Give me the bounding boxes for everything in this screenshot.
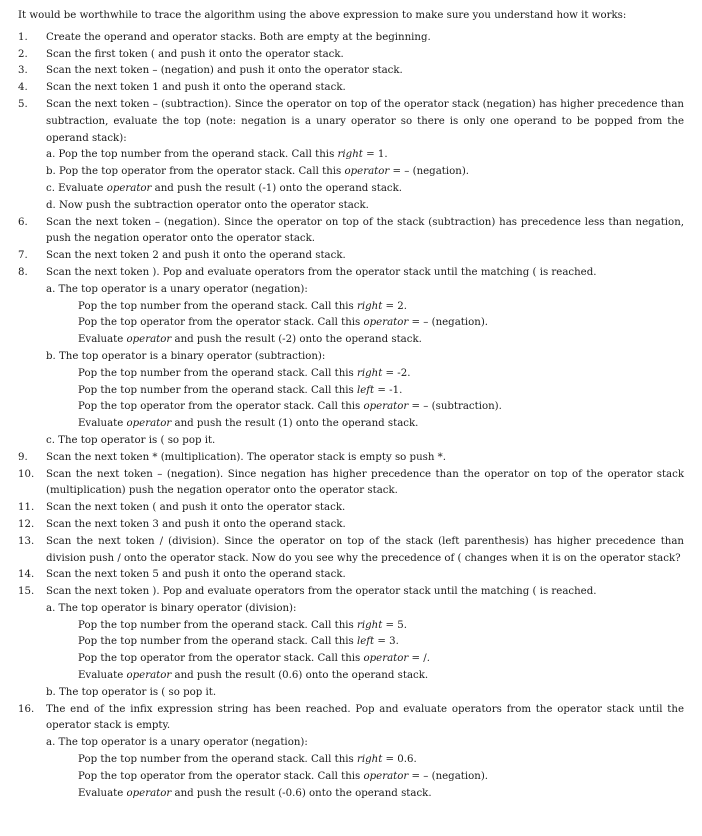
step-text: Scan the next token – (subtraction). Since the operator on top of the operator stack (negation) has higher precedence than subtraction, evaluate the top (note: negation is a unary operator so there is only one operand to be popped from the operand stack):	[46, 98, 684, 144]
step-text: Scan the first token ( and push it onto the operator stack.	[46, 48, 344, 60]
step-text: Scan the next token * (multiplication). The operator stack is empty so push *.	[46, 451, 446, 463]
step-number: 2.	[18, 48, 28, 60]
step-8	[18, 265, 684, 282]
step-16-a2: Pop the top operator from the operator stack. Call this operator = – (negation).	[78, 770, 489, 782]
step-text: Scan the next token – (negation). Since negation has higher precedence than the operator on top of the operator stack (multiplication) push the negation operator onto the operator stack.	[46, 468, 684, 497]
step-text: Scan the next token 2 and push it onto the operand stack.	[46, 250, 346, 262]
step-15-a: a. The top operator is binary operator (division):	[46, 602, 297, 614]
step-number: 16.	[18, 703, 35, 715]
step-number: 11.	[18, 502, 35, 514]
step-text: Scan the next token / (division). Since the operator on top of the stack (left parenthesis) has higher precedence than division push / onto the operator stack. Now do you see why the precedence of ( changes when it is on the operator stack?	[46, 535, 684, 564]
step-number: 7.	[18, 250, 28, 262]
step-8-a3: Evaluate operator and push the result (-2) onto the operand stack.	[78, 334, 422, 346]
intro-paragraph: It would be worthwhile to trace the algorithm using the above expression to make sure you understand how it works:	[18, 10, 627, 21]
step-14	[18, 567, 684, 584]
step-number: 14.	[18, 569, 35, 581]
step-5-a: a. Pop the top number from the operand stack. Call this right = 1.	[46, 149, 388, 161]
step-6	[18, 215, 684, 249]
step-number: 8.	[18, 266, 28, 278]
step-15-a4: Evaluate operator and push the result (0.6) onto the operand stack.	[78, 670, 429, 682]
step-text: The end of the infix expression string has been reached. Pop and evaluate operators from the operator stack until the operator stack is empty.	[46, 703, 684, 732]
step-5-b: b. Pop the top operator from the operator stack. Call this operator = – (negation).	[46, 166, 470, 178]
step-text: Create the operand and operator stacks. Both are empty at the beginning.	[46, 31, 431, 43]
step-8-b3: Pop the top operator from the operator stack. Call this operator = – (subtraction).	[78, 401, 502, 413]
step-15-b: b. The top operator is ( so pop it.	[46, 686, 217, 698]
step-number: 5.	[18, 98, 28, 110]
step-11	[18, 500, 684, 517]
step-16-a: a. The top operator is a unary operator (negation):	[46, 737, 308, 749]
step-8-b: b. The top operator is a binary operator (subtraction):	[46, 350, 326, 362]
step-text: Scan the next token – (negation) and push it onto the operator stack.	[46, 65, 403, 77]
step-number: 3.	[18, 65, 28, 77]
step-9	[18, 450, 684, 467]
step-15-a3: Pop the top operator from the operator stack. Call this operator = /.	[78, 653, 430, 665]
step-text: Scan the next token 5 and push it onto the operand stack.	[46, 569, 346, 581]
step-16-a3: Evaluate operator and push the result (-0.6) onto the operand stack.	[78, 787, 432, 799]
step-8-a2: Pop the top operator from the operator stack. Call this operator = – (negation).	[78, 317, 489, 329]
step-number: 10.	[18, 468, 35, 480]
step-number: 1.	[18, 31, 28, 43]
step-number: 6.	[18, 216, 28, 228]
step-3	[18, 63, 684, 80]
step-7	[18, 248, 684, 265]
step-text: Scan the next token 3 and push it onto the operand stack.	[46, 518, 346, 530]
step-13	[18, 534, 684, 568]
step-number: 4.	[18, 82, 28, 94]
step-15	[18, 584, 684, 601]
step-1	[18, 30, 684, 47]
step-text: Scan the next token ). Pop and evaluate operators from the operator stack until the matching ( is reached.	[46, 266, 597, 278]
step-8-b1: Pop the top number from the operand stack. Call this right = -2.	[78, 367, 411, 379]
step-8-a: a. The top operator is a unary operator (negation):	[46, 283, 308, 295]
step-8-b2: Pop the top number from the operand stack. Call this left = -1.	[78, 384, 403, 396]
step-5	[18, 97, 684, 147]
step-text: Scan the next token 1 and push it onto the operand stack.	[46, 82, 346, 94]
step-number: 12.	[18, 518, 35, 530]
step-5-d: d. Now push the subtraction operator onto the operator stack.	[46, 199, 369, 211]
step-text: Scan the next token – (negation). Since the operator on top of the stack (subtraction) has precedence less than negation, push the negation operator onto the operator stack.	[46, 216, 684, 245]
step-4	[18, 80, 684, 97]
step-15-a2: Pop the top number from the operand stack. Call this left = 3.	[78, 636, 399, 648]
step-5-c: c. Evaluate operator and push the result (-1) onto the operand stack.	[46, 182, 403, 194]
step-2	[18, 47, 684, 64]
step-16	[18, 702, 684, 736]
step-number: 15.	[18, 586, 35, 598]
step-15-a1: Pop the top number from the operand stack. Call this right = 5.	[78, 619, 408, 631]
step-8-c: c. The top operator is ( so pop it.	[46, 434, 216, 446]
step-8-b4: Evaluate operator and push the result (1) onto the operand stack.	[78, 418, 419, 430]
step-text: Scan the next token ( and push it onto the operator stack.	[46, 502, 346, 514]
step-number: 9.	[18, 451, 28, 463]
step-16-a1: Pop the top number from the operand stack. Call this right = 0.6.	[78, 754, 417, 766]
step-8-a1: Pop the top number from the operand stack. Call this right = 2.	[78, 300, 408, 312]
step-10	[18, 467, 684, 501]
step-number: 13.	[18, 535, 35, 547]
step-12	[18, 517, 684, 534]
step-text: Scan the next token ). Pop and evaluate operators from the operator stack until the matching ( is reached.	[46, 586, 597, 598]
